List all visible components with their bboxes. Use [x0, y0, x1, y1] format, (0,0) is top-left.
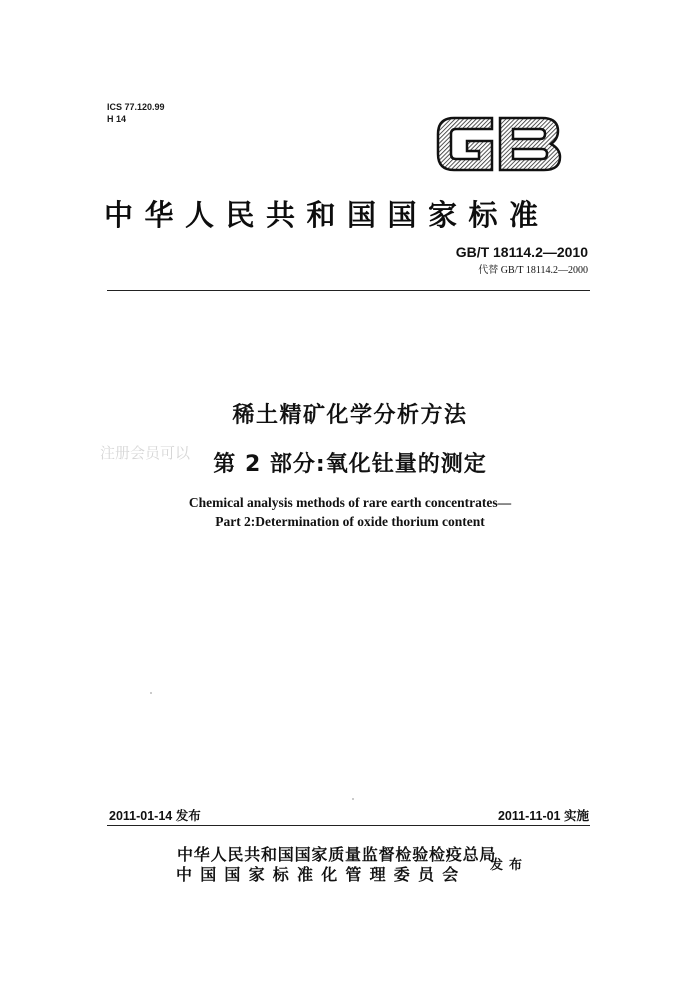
- standard-number: GB/T 18114.2—2010: [455, 244, 588, 260]
- footer-divider: [107, 825, 590, 826]
- ics-code: ICS 77.120.99: [107, 102, 165, 112]
- scan-speck: [352, 798, 354, 800]
- national-standard-heading: 中华人民共和国国家标准: [104, 198, 550, 232]
- title-cn-part: 第 2 部分:氧化钍量的测定: [213, 452, 487, 477]
- classification-codes: [107, 101, 165, 125]
- replaced-standard: 代替 GB/T 18114.2—2000: [478, 265, 588, 276]
- issuer-sac: 中国国家标准化管理委员会: [176, 865, 467, 884]
- implementation-date: 2011-11-01 实施: [497, 809, 589, 823]
- watermark-text: 注册会员可以: [100, 444, 191, 462]
- issuer-aqsiq: 中华人民共和国国家质量监督检验检疫总局: [177, 845, 497, 864]
- issue-date: 2011-01-14 发布: [109, 809, 201, 823]
- header-divider: [107, 290, 590, 291]
- title-cn-main: 稀土精矿化学分析方法: [232, 403, 468, 428]
- title-en-main: Chemical analysis methods of rare earth concentrates—: [188, 495, 512, 510]
- gb-logo-icon: [434, 114, 564, 174]
- publish-label: 发布: [490, 858, 529, 873]
- title-en-part: Part 2:Determination of oxide thorium content: [215, 514, 485, 529]
- scan-speck: [150, 692, 152, 694]
- classification-code: H 14: [107, 114, 127, 124]
